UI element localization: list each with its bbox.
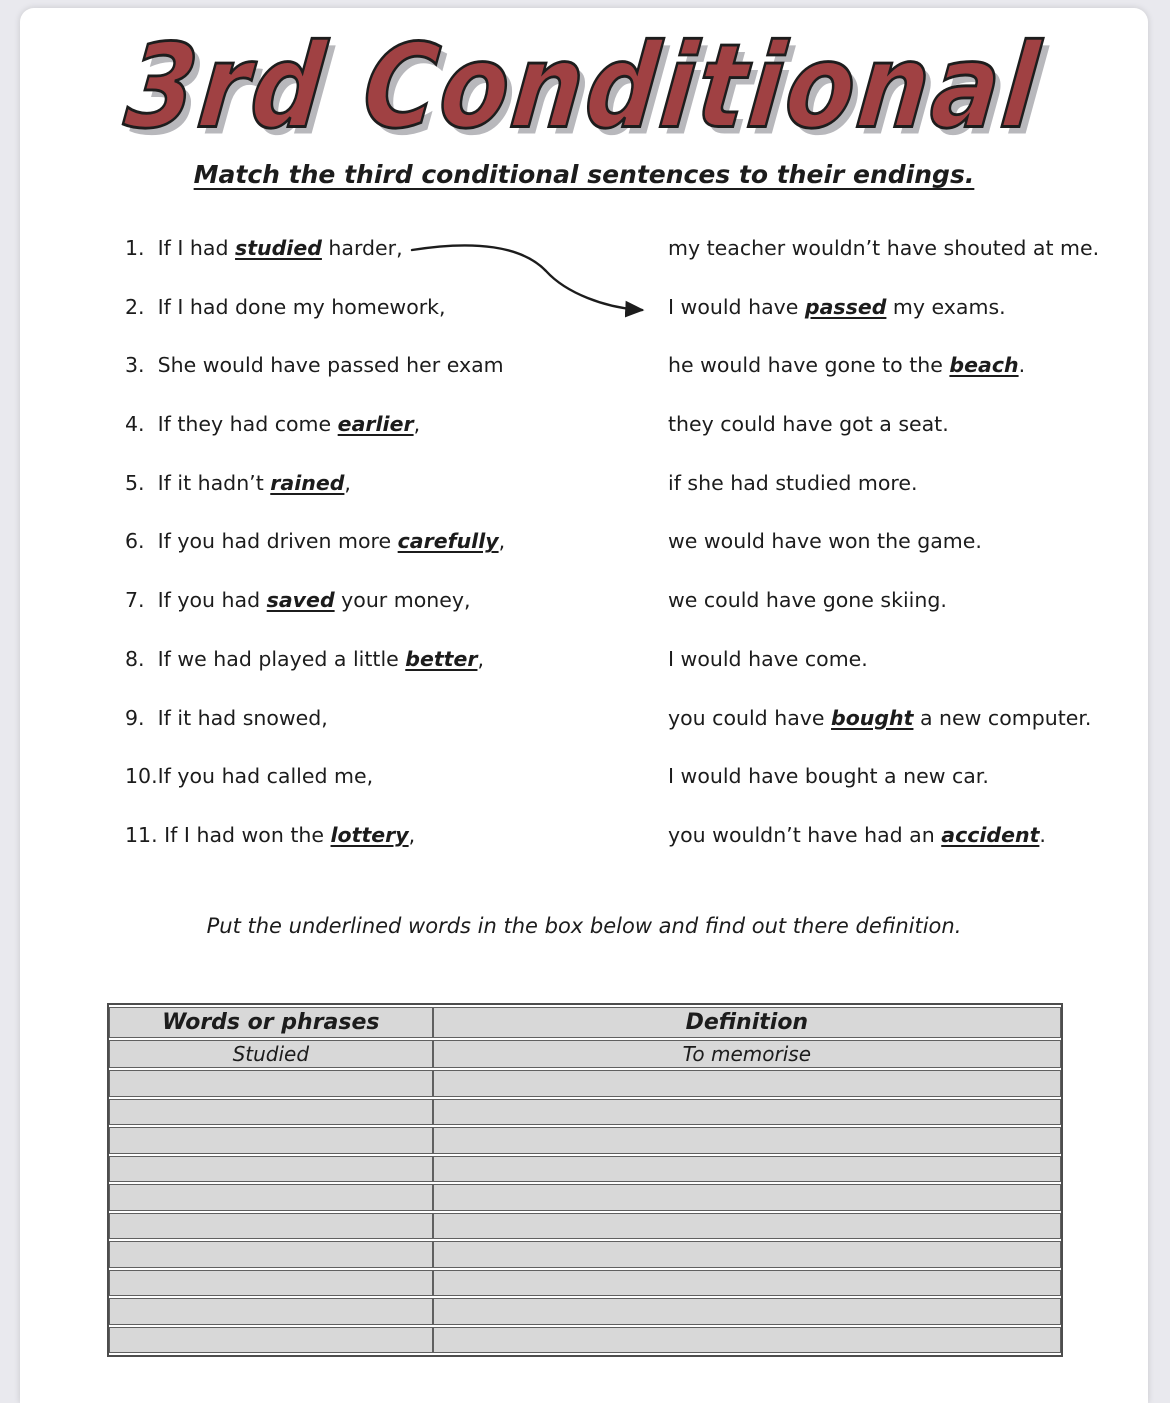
sentence-text: 3. She would have passed her exam: [125, 353, 504, 378]
subtitle-block: [20, 160, 1148, 189]
table-cell: [433, 1213, 1061, 1240]
match-right-item: [668, 588, 1120, 647]
sentence-text: we could have gone skiing.: [668, 588, 947, 613]
match-right-item: [668, 764, 1120, 823]
table-cell: [109, 1070, 433, 1097]
sentence-text: ,: [498, 529, 506, 554]
sentence-text: 2. If I had done my homework,: [125, 294, 446, 319]
sentence-text: 10.If you had called me,: [125, 764, 374, 789]
match-left-item: [125, 647, 668, 706]
match-left-item: [125, 471, 668, 530]
table-cell: [433, 1184, 1061, 1211]
sentence-text: 11. If I had won the: [125, 822, 331, 847]
key-word: rained: [270, 470, 345, 495]
key-word: studied: [235, 236, 322, 260]
match-left-item: [125, 529, 668, 588]
sentence-text: I would have come.: [668, 646, 868, 671]
sentence-text: harder,: [321, 236, 403, 260]
table-row: [109, 1070, 1061, 1097]
table-row: [109, 1156, 1061, 1183]
table-instruction-block: [20, 914, 1148, 938]
sentence-text: he would have gone to the: [668, 353, 950, 378]
sentence-text: you wouldn’t have had an: [668, 822, 942, 847]
sentence-text: my exams.: [886, 294, 1006, 319]
table-cell: [109, 1327, 433, 1354]
match-left-item: [125, 764, 668, 823]
match-right-item: [668, 647, 1120, 706]
match-right-item: [668, 412, 1120, 471]
sentence-text: 8. If we had played a little: [125, 646, 406, 671]
title-block: [20, 18, 1148, 155]
sentence-text: .: [1039, 822, 1046, 847]
table-row: [109, 1298, 1061, 1325]
sentence-text: they could have got a seat.: [668, 412, 949, 437]
table-header-cell: Definition: [433, 1007, 1061, 1038]
sentence-text: 6. If you had driven more: [125, 529, 398, 554]
table-cell: [109, 1099, 433, 1126]
match-left-item: [125, 353, 668, 412]
match-left-item: [125, 412, 668, 471]
sentence-text: 4. If they had come: [125, 412, 338, 437]
sentence-text: 5. If it hadn’t: [125, 470, 271, 495]
table-cell: [433, 1327, 1061, 1354]
key-word: better: [405, 646, 478, 671]
key-word: passed: [804, 294, 887, 319]
match-right-item: [668, 471, 1120, 530]
match-right-item: [668, 529, 1120, 588]
sentence-text: I would have bought a new car.: [668, 764, 989, 789]
sentence-text: 9. If it had snowed,: [125, 705, 328, 730]
key-word: bought: [831, 705, 914, 730]
sentence-text: 7. If you had: [125, 588, 267, 613]
match-left-item: [125, 706, 668, 765]
key-word: accident: [941, 822, 1040, 847]
sentence-text: a new computer.: [913, 705, 1092, 730]
table-instruction: Put the underlined words in the box below and find out there definition.: [206, 914, 962, 938]
match-left-item: [125, 823, 668, 882]
match-left-item: [125, 295, 668, 354]
table-cell: [433, 1241, 1061, 1268]
key-word: earlier: [337, 412, 414, 437]
page-title: 3rd Conditional: [120, 18, 1048, 155]
table-cell: [109, 1298, 433, 1325]
table-row: [109, 1099, 1061, 1126]
sentence-text: you could have: [668, 705, 832, 730]
key-word: beach: [949, 353, 1019, 378]
matching-instruction: Match the third conditional sentences to their endings.: [193, 160, 975, 189]
table-cell: [109, 1184, 433, 1211]
table-cell: [109, 1127, 433, 1154]
table-row: [109, 1184, 1061, 1211]
sentence-text: ,: [413, 412, 421, 437]
table-cell: [109, 1270, 433, 1297]
table-header-cell: Words or phrases: [109, 1007, 433, 1038]
worksheet-page: [20, 8, 1148, 1403]
sentence-text: ,: [408, 822, 416, 847]
sentence-text: my teacher wouldn’t have shouted at me.: [668, 236, 1100, 260]
sentence-text: if she had studied more.: [668, 470, 918, 495]
key-word: lottery: [330, 822, 409, 847]
key-word: carefully: [397, 529, 499, 554]
sentence-text: ,: [344, 470, 351, 495]
match-left-item: [125, 236, 668, 295]
table-row: [109, 1040, 1061, 1068]
match-right-item: [668, 295, 1120, 354]
table-row: [109, 1127, 1061, 1154]
match-right-item: [668, 236, 1120, 295]
match-right-item: [668, 706, 1120, 765]
table-cell: [109, 1156, 433, 1183]
table-cell: [109, 1213, 433, 1240]
table-cell: [433, 1070, 1061, 1097]
matching-exercise: [125, 236, 1120, 882]
sentence-text: 1. If I had: [125, 236, 236, 260]
sentence-text: ,: [477, 646, 484, 671]
definitions-table: [107, 1003, 1063, 1357]
sentence-text: your money,: [334, 588, 471, 613]
table-cell: [433, 1099, 1061, 1126]
table-cell: [109, 1241, 433, 1268]
sentence-text: I would have: [668, 294, 805, 319]
table-header-row: [109, 1007, 1061, 1038]
table-cell: [433, 1156, 1061, 1183]
table-cell: To memorise: [433, 1040, 1061, 1068]
match-left-item: [125, 588, 668, 647]
table-row: [109, 1241, 1061, 1268]
match-right-item: [668, 353, 1120, 412]
match-right-item: [668, 823, 1120, 882]
sentence-text: we would have won the game.: [668, 529, 982, 554]
table-row: [109, 1213, 1061, 1240]
table-cell: Studied: [109, 1040, 433, 1068]
table-row: [109, 1270, 1061, 1297]
key-word: saved: [266, 588, 335, 613]
table-cell: [433, 1270, 1061, 1297]
table-cell: [433, 1298, 1061, 1325]
table-row: [109, 1327, 1061, 1354]
sentence-text: .: [1018, 353, 1026, 378]
table-cell: [433, 1127, 1061, 1154]
